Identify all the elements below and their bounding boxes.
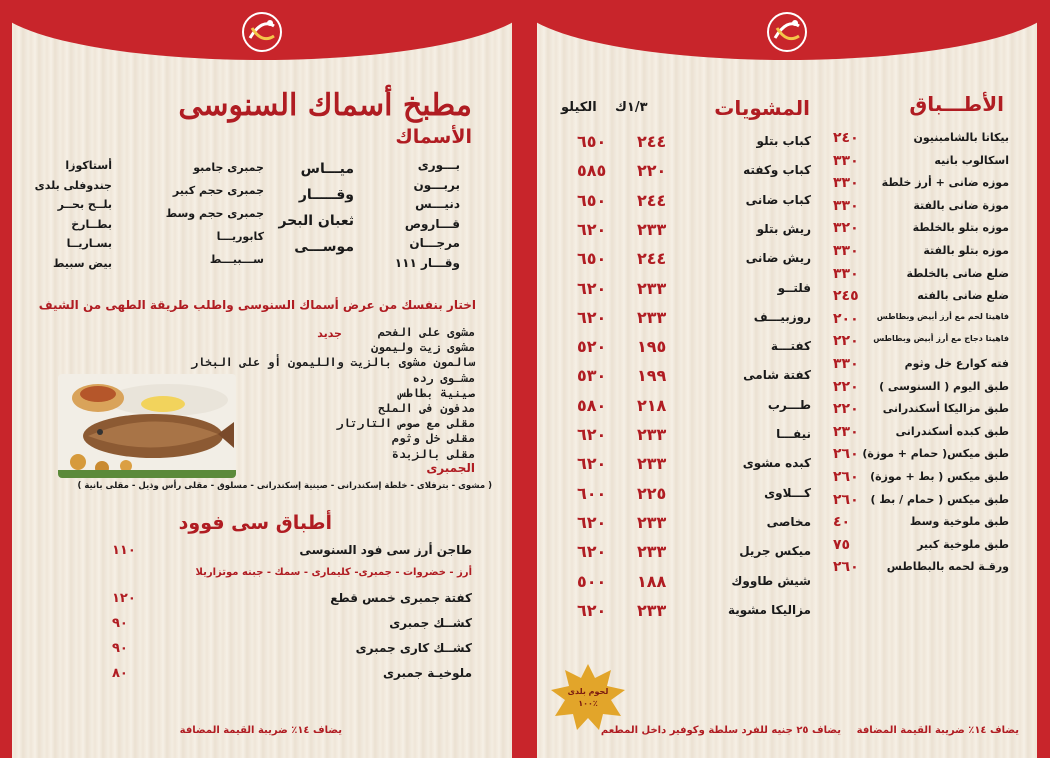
- dish-name: طبق ميكس ( بط + موزة): [870, 470, 1009, 483]
- seafood-row: [112, 616, 472, 634]
- grill-name: فلتــو: [777, 280, 811, 295]
- dish-name: كشــك كارى جمبرى: [355, 641, 472, 655]
- grill-kilo-price: ٦٢٠: [577, 600, 607, 620]
- cooking-method-item: مشـوى رده: [412, 370, 475, 385]
- shrimp-heading: الجمبرى: [426, 461, 475, 475]
- grill-kilo-price: ٥٢٠: [577, 337, 607, 357]
- cooking-method-item: مشوى على الفحم: [378, 325, 475, 339]
- dish-price: ٢٢٠: [833, 378, 859, 395]
- grill-row: [537, 601, 1037, 621]
- dish-name: طبق ملوخية كبير: [917, 537, 1009, 551]
- third-kilo-column-header: ١/٣ك: [615, 100, 648, 115]
- kilo-column-header: الكيلو: [561, 100, 597, 115]
- grill-third-price: ٢٤٤: [637, 132, 667, 151]
- left-menu-page: [12, 0, 512, 758]
- badge-line2: ١٠٠٪: [578, 699, 598, 708]
- grill-third-price: ١٩٥: [637, 337, 667, 357]
- fish-column-4: [35, 156, 112, 273]
- grill-name: ريش ضانى: [745, 251, 811, 266]
- dish-row: [537, 514, 1037, 532]
- dish-price: ٣٣٠: [833, 197, 859, 214]
- dish-name: كفتة جمبرى خمس قطع: [330, 591, 472, 605]
- grill-kilo-price: ٥٨٥: [577, 161, 607, 181]
- grill-kilo-price: ٦٢٠: [577, 454, 607, 474]
- cooking-method-item: مدفون فى الملح: [378, 401, 475, 416]
- dishes-heading: الأطـــباق: [909, 92, 1004, 116]
- dish-row: [537, 559, 1037, 577]
- grill-third-price: ٢٣٣: [637, 278, 667, 298]
- fish-item: ســـبيـــط: [209, 253, 264, 266]
- grill-name: مزاليكا مشوية: [727, 602, 811, 617]
- dish-name: فته كوارع خل وثوم: [904, 357, 1009, 370]
- fish-item: بيض سبيط: [52, 256, 112, 270]
- grill-third-price: ١٩٩: [637, 366, 667, 386]
- dish-price: ٢٦٠: [833, 446, 859, 463]
- cooking-method-item: مشوى زيت وليمون: [371, 340, 475, 355]
- grills-heading: المشويات: [714, 96, 810, 120]
- dish-name: طبق كبده أسكندرانى: [895, 424, 1009, 438]
- dish-price: ٣٣٠: [833, 243, 859, 259]
- seafood-ingredients-note: أرز - خضروات - جمبرى- كليمارى - سمك - جبنه موتزاريلا: [195, 567, 472, 578]
- dish-row: [537, 469, 1037, 487]
- fish-item: موســـى: [294, 239, 354, 255]
- grill-third-price: ٢٢٥: [637, 483, 667, 503]
- grill-kilo-price: ٦٥٠: [577, 132, 607, 151]
- dish-price: ١١٠: [112, 543, 136, 558]
- fish-item: كابوريـــا: [216, 230, 264, 243]
- fish-item: أستاكوزا: [65, 159, 112, 172]
- seafood-heading: أطباق سى فوود: [178, 512, 332, 534]
- grill-third-price: ٢٢٠: [637, 161, 667, 181]
- grill-name: مخاصى: [766, 514, 811, 529]
- dish-name: ملوخيـة جمبرى: [382, 666, 472, 680]
- grill-name: كباب ضانى: [745, 192, 811, 207]
- dish-price: ٩٠: [112, 641, 128, 656]
- grill-name: طـــرب: [767, 397, 811, 412]
- grill-name: ميكس جريل: [739, 544, 811, 559]
- grill-third-price: ١٨٨: [637, 571, 667, 591]
- grill-third-price: ٢١٨: [637, 395, 667, 415]
- grill-third-price: ٢٣٣: [637, 219, 667, 239]
- grill-name: شيش طاووك: [731, 573, 811, 588]
- dish-price: ٢٦٠: [833, 559, 859, 576]
- dish-row: [537, 537, 1037, 555]
- fish-column-3: [166, 156, 264, 271]
- fish-heading: الأسماك: [395, 126, 472, 148]
- dish-row: [537, 153, 1037, 171]
- grill-kilo-price: ٥٠٠: [577, 571, 607, 591]
- grill-kilo-price: ٦٥٠: [577, 190, 607, 210]
- badge-line1: لحوم بلدى: [567, 687, 609, 696]
- fish-item: قـــاروص: [404, 216, 460, 231]
- fish-column-1: [395, 156, 460, 273]
- dish-row: [537, 130, 1037, 148]
- grilled-fish-photo: [58, 374, 236, 478]
- logo-icon: [240, 10, 284, 54]
- dish-price: ٧٥: [833, 536, 851, 553]
- dish-row: [537, 243, 1037, 261]
- grill-kilo-price: ٦٥٠: [577, 249, 607, 269]
- dish-price: ٢٤٥: [833, 288, 859, 305]
- fish-item: وقـــــار: [298, 187, 354, 203]
- fish-item: جمبرى حجم كبير: [172, 184, 264, 197]
- dish-price: ٢٠٠: [833, 310, 859, 327]
- fish-item: وقـــار ١١١: [394, 255, 460, 270]
- dish-name: ضلع ضانى بالخلطة: [906, 266, 1009, 280]
- grill-name: كبده مشوى: [742, 456, 811, 471]
- dish-price: ٤٠: [833, 514, 851, 531]
- dish-row: [537, 175, 1037, 193]
- dish-price: ٣٣٠: [833, 175, 859, 192]
- dish-row: [537, 379, 1037, 397]
- right-menu-page: [537, 0, 1037, 758]
- dish-name: ورقـة لحمه بالبطاطس: [886, 560, 1009, 574]
- grill-kilo-price: ٦٢٠: [577, 307, 607, 327]
- dish-name: كشــك جمبرى: [389, 616, 472, 630]
- dish-name: طبق اليوم ( السنوسى ): [879, 379, 1009, 393]
- local-meat-badge: [551, 664, 625, 730]
- grill-name: ريش بتلو: [756, 221, 811, 236]
- fish-item: ميـــاس: [300, 161, 354, 177]
- seafood-row: [112, 641, 472, 659]
- fish-item: ثعبان البحر: [278, 213, 354, 229]
- grill-kilo-price: ٦٢٠: [577, 278, 607, 298]
- dish-name: موزة ضانى بالفتة: [913, 198, 1009, 212]
- grill-third-price: ٢٣٣: [637, 542, 667, 562]
- cooking-method-item: مقلى خل وثوم: [391, 431, 475, 446]
- dish-price: ٣٣٠: [833, 152, 859, 169]
- grill-third-price: ٢٤٤: [637, 249, 667, 269]
- grill-name: كباب وكفته: [743, 163, 811, 178]
- dish-price: ٨٠: [112, 666, 128, 681]
- fish-item: جندوفلى بلدى: [34, 178, 112, 192]
- dish-name: طبق ملوخية وسط: [909, 515, 1009, 529]
- dish-name: طبق ميكس( حمام + موزة): [862, 447, 1009, 461]
- dish-name: موزه بتلو بالخلطة: [912, 221, 1009, 235]
- choose-your-fish-line: اختار بنفسك من عرض أسماك السنوسى واطلب طريقة الطهى من الشيف: [38, 298, 476, 312]
- fish-column-2: [278, 156, 354, 260]
- fish-item: جمبرى حجم وسط: [165, 207, 264, 220]
- grill-kilo-price: ٦٢٠: [577, 219, 607, 239]
- dish-name: طبق ميكس ( حمام / بط ): [870, 492, 1009, 506]
- grill-kilo-price: ٥٨٠: [577, 395, 607, 415]
- dish-price: ٣٣٠: [833, 356, 859, 372]
- dish-price: ٢٣٠: [833, 423, 859, 440]
- grill-third-price: ٢٣٣: [637, 454, 667, 474]
- grill-third-price: ٢٤٤: [637, 190, 667, 210]
- dish-name: بيكاتا بالشامبنيون: [913, 131, 1009, 144]
- grill-third-price: ٢٣٣: [637, 307, 667, 327]
- fish-item: بـــورى: [417, 158, 460, 172]
- dish-row: [537, 311, 1037, 329]
- dish-row: [537, 356, 1037, 374]
- dish-price: ٢٦٠: [833, 491, 859, 508]
- cooking-method-item: مقلى بالزبدة: [391, 446, 475, 461]
- grill-kilo-price: ٦٢٠: [577, 542, 607, 562]
- fish-item: بلــح بحــر: [57, 198, 112, 211]
- dish-row: [537, 492, 1037, 510]
- dish-row: [537, 424, 1037, 442]
- grill-kilo-price: ٦٢٠: [577, 512, 607, 532]
- new-badge: جديد: [317, 327, 342, 340]
- dish-name: فاهيتا لحم مع أرز أبيض وبطاطس: [876, 311, 1009, 321]
- seafood-row: [112, 591, 472, 609]
- fish-item: بطــارخ: [71, 217, 112, 231]
- grill-name: كفتـــة: [770, 339, 811, 354]
- dish-row: [537, 198, 1037, 216]
- dish-name: موزه ضانى + أرز خلطة: [881, 176, 1009, 190]
- dish-price: ٣٣٠: [833, 265, 859, 282]
- grill-kilo-price: ٥٣٠: [577, 366, 607, 386]
- cooking-method-item: سالمون مشوى بالزيت والليمون أو على البخار: [191, 355, 475, 370]
- fish-item: دنيـــس: [415, 197, 460, 211]
- fish-item: جمبرى جامبو: [193, 161, 264, 174]
- cooking-method-item: مقلى مع صوص التارتار: [336, 416, 475, 431]
- left-footer-tax-note: يضاف ١٤٪ ضريبة القيمة المضافة: [179, 725, 342, 736]
- dish-price: ٢٢٠: [833, 401, 859, 418]
- dish-price: ٢٦٠: [833, 469, 859, 485]
- restaurant-title: مطبخ أسماك السنوسى: [178, 88, 472, 123]
- dish-price: ١٢٠: [112, 591, 136, 606]
- dish-name: طاجن أرز سى فود السنوسى: [299, 543, 472, 557]
- fish-item: بسـاريــا: [66, 237, 112, 250]
- seafood-row: [112, 543, 472, 561]
- grill-name: كـــلاوى: [764, 485, 811, 500]
- dish-row: [537, 401, 1037, 419]
- dish-name: موزه بتلو بالفتة: [923, 244, 1009, 257]
- dish-price: ٢٤٠: [833, 130, 859, 146]
- grill-third-price: ٢٣٣: [637, 425, 667, 444]
- grill-third-price: ٢٣٣: [637, 600, 667, 620]
- dish-name: ضلع ضانى بالفته: [917, 289, 1009, 303]
- grill-kilo-price: ٦٢٠: [577, 425, 607, 444]
- dish-price: ٢٢٠: [833, 333, 859, 350]
- dish-row: [537, 220, 1037, 238]
- dish-price: ٣٢٠: [833, 220, 859, 237]
- dish-row: [537, 288, 1037, 306]
- dish-price: ٩٠: [112, 616, 128, 631]
- dish-row: [537, 266, 1037, 284]
- right-footer-tax-note: يضاف ١٤٪ ضريبة القيمة المضافة: [856, 725, 1019, 736]
- seafood-row: [112, 666, 472, 684]
- fish-item: مرجـــان: [409, 236, 460, 250]
- dish-row: [537, 333, 1037, 354]
- logo-icon: [765, 10, 809, 54]
- cooking-method-item: صينية بطاطس: [398, 385, 475, 400]
- grill-third-price: ٢٣٣: [637, 512, 667, 532]
- grill-name: روزبيـــف: [753, 309, 811, 324]
- grill-name: كباب بتلو: [756, 134, 811, 148]
- grill-name: كفتة شامى: [743, 368, 811, 383]
- grill-kilo-price: ٦٠٠: [577, 483, 607, 503]
- salad-cover-note: يضاف ٢٥ جنيه للفرد سلطة وكوفير داخل المطعم: [600, 725, 841, 736]
- shrimp-cooking-line: ( مشوى - بترفلاى - خلطة إسكندرانى - صينية إسكندرانى - مسلوق - مقلى رأس وذيل - مقلى بانية ): [77, 481, 492, 491]
- grill-name: نيفـــا: [776, 427, 811, 441]
- fish-item: بربـــون: [413, 177, 460, 192]
- dish-name: طبق مزاليكا أسكندرانى: [882, 402, 1009, 416]
- dish-name: فاهيتا دجاج مع أرز أبيض وبطاطس: [873, 334, 1009, 344]
- dish-name: اسكالوب بانيه: [934, 153, 1009, 167]
- dish-row: [537, 446, 1037, 464]
